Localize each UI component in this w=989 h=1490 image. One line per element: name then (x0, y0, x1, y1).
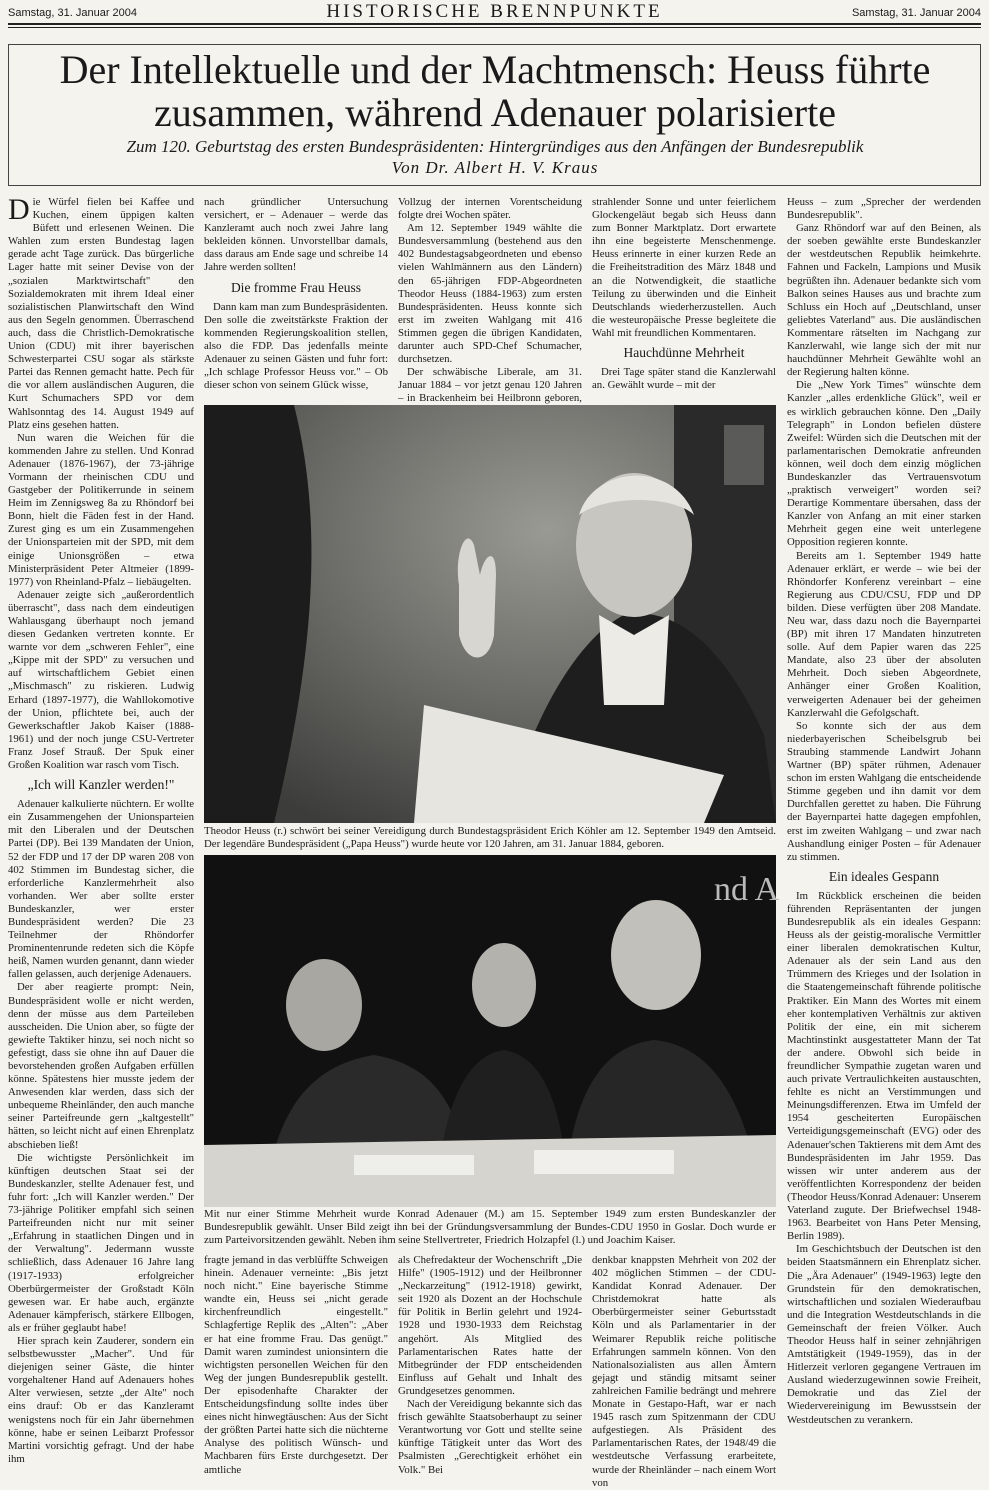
paragraph: Hier sprach kein Zauderer, sondern ein selbstbewusster „Macher". Und für diejenigen seiner Gäste, die hinter vorgehaltener Hand auf Adenauers hohes Alter verwiesen, setzte „der Alte" noch eins drauf: Ob er das Kanzleramt wenigstens noch für ein Jahr übernehmen könne, habe er seinen Leibarzt Professor Martini vorsichtig gefragt. Und der habe ihm (8, 1334, 194, 1465)
paragraph: Adenauer zeigte sich „außerordentlich überrascht", dass nach dem eindeutigen Wahlausgang überhaupt noch jemand diesen Gedanken vertreten konnte. Er warnte vor dem „schweren Fehler", eine „Kippe mit der SPD" zu versuchen und auf wirtschaftlichem Gebiet einen „Mischmasch" zu riskieren. Ludwig Erhard (1897-1977), die Wahllokomotive der Union, pflichtete bei, auch der Gewerkschaftler Jakob Kaiser (1888-1961) und der noch junge CSU-Vertreter Franz Josef Strauß. Der Spuk einer Großen Koalition war rasch vom Tisch. (8, 588, 194, 772)
paragraph: Bereits am 1. September 1949 hatte Adenauer erklärt, er werde – wie bei der Rhöndorfer Konferenz vereinbart – eine Regierung aus CDU/CSU, FDP und DP bilden. Diese verfügten über 208 Mandate. Neu war, dass dazu noch die Bayernpartei (BP) mit ihren 17 Mandaten hinzutreten solle. Auf dem Papier waren das 225 Mandate, also 23 über der absoluten Mehrheit. Doch sieben Abgeordnete, Anhänger einer Großen Koalition, verweigerten Adenauer bei der geheimen Kanzlerwahl die Gefolgschaft. (787, 549, 981, 719)
paragraph: So konnte sich der aus dem niederbayerischen Scheibelsgrub bei Straubing stammende Landwirt Johann Wartner (BP) später rühmen, Adenauer schon im ersten Wahlgang die entscheidende Stimme gegeben und ihn damit vor dem Durchfallen gerettet zu haben. Die Führung der Bayernpartei hatte dagegen empfohlen, erst im zweiten Wahlgang – und zwar nach Aushandlung einiger Posten – für Adenauer zu stimmen. (787, 719, 981, 863)
headline: Der Intellektuelle und der Machtmensch: Heuss führte zusammen, während Adenauer polarisierte (59, 47, 931, 135)
paragraph: Vollzug der internen Vorentscheidung folgte drei Wochen später. (398, 196, 582, 222)
subhead-frau-heuss: Die fromme Frau Heuss (230, 279, 362, 295)
photo-heuss-oath-image (204, 405, 776, 823)
photo-adenauer-goslar (204, 855, 780, 1207)
caption-photo-1: Theodor Heuss (r.) schwört bei seiner Vereidigung durch Bundestagspräsident Erich Köhler am 12. September 1949 den Amtseid. Der legendäre Bundespräsident („Papa Heuss") wurde heute vor 120 Jahren, am 31. Januar 1884, geboren. (204, 825, 776, 850)
banner-text: nd A (714, 871, 780, 908)
header-rule-thin (8, 27, 981, 28)
subhead-gespann: Ein ideales Gespann (828, 868, 940, 884)
dropcap: D (8, 193, 30, 226)
paragraph: fragte jemand in das verblüffte Schweigen hinein. Adenauer verneinte: „Bis jetzt noch nicht." Eine bayerische Stimme wandte ein, Heuss sei „nicht gerade kirchenfreundlich eingestellt." Schlagfertige Replik des „Alten": „Aber er hat eine fromme Frau. Das genügt." Damit waren zumindest unionsintern die wichtigsten personellen Weichen für den Weg der jungen Bundesrepublik gestellt. Der episodenhafte Charakter der Entscheidungsfindung sollte indes über eines nicht hinwegtäuschen: Aus der Sicht der größten Partei hatte sich die nüchterne Analyse des politisch Wünsch- und Machbaren fürs Erste durchgesetzt. Der amtliche (204, 1254, 388, 1476)
paragraph: Im Geschichtsbuch der Deutschen ist den beiden Staatsmännern ein Ehrenplatz sicher. Die „Ära Adenauer" (1949-1963) legte den Grundstein für den demokratischen, wirtschaftlichen und sozialen Wiederaufbau und die Integration Westdeutschlands in die Gemeinschaft der freien Völker. Auch Theodor Heuss half in seiner zehnjährigen Amtstätigkeit (1949-1959), das in der Hitlerzeit verloren gegangene Vertrauen im Ausland wiederzugewinnen sowie Freiheit, Demokratie und das Ziel der Wiedervereinigung im Bewusstsein der Westdeutschen zu verankern. (787, 1243, 981, 1426)
paragraph: Nun waren die Weichen für die kommenden Jahre zu stellen. Und Konrad Adenauer (1876-1967), der 73-jährige Vormann der rheinischen CDU und Gastgeber der Politikerrunde in seinem Heim im Zennigsweg 8a zu Rhöndorf bei Bonn, hielt die Fäden fest in der Hand. Zurest ging es um ein Zusammengehen der Unionsparteien mit der SPD, mit dem einige Unionsgrößen – etwa Ministerpräsident Peter Altmeier (1899-1977) von Rheinland-Pfalz – liebäugelten. (8, 431, 194, 588)
paragraph: Die wichtigste Persönlichkeit im künftigen deutschen Staat sei der Bundeskanzler, stellte Adenauer fest, und fuhr fort: „Ich will Kanzler werden." Der 73-jährige Politiker empfahl sich seinen Parteifreunden nicht nur mit seiner „Erfahrung in staatlichen Dingen und in der Verwaltung". Jedermann wusste schließlich, dass Adenauer 16 Jahre lang (1917-1933) erfolgreicher Oberbürgermeister der Großstadt Köln gewesen war. Er habe auch, ergänzte Adenauer kämpferisch, stärkere Ellbogen, als er früher geglaubt habe! (8, 1151, 194, 1334)
paragraph: Am 12. September 1949 wählte die Bundesversammlung (bestehend aus den 402 Bundestagsabgeordneten und ebenso vielen Wahlmännern aus den Ländern) den 65-jährigen FDP-Abgeordneten Theodor Heuss (1884-1963) zum ersten Bundespräsidenten. Heuss konnte sich erst im zweiten Wahlgang mit 416 Stimmen gegen die übrigen Kandidaten, darunter auch SPD-Chef Schumacher, durchsetzen. (398, 222, 582, 366)
byline: Von Dr. Albert H. V. Kraus (391, 158, 599, 177)
article-column-1 (8, 193, 194, 1474)
paragraph: Der schwäbische Liberale, am 31. Januar 1884 – vor jetzt genau 120 Jahren – in Brackenheim bei Heilbronn geboren, (398, 366, 582, 405)
header-rule (8, 23, 981, 25)
subheadline: Zum 120. Geburtstag des ersten Bundespräsidenten: Hintergründiges aus den Anfängen der Bundesrepublik (126, 137, 864, 156)
paragraph: Drei Tage später stand die Kanzlerwahl an. Gewählt wurde – mit der (592, 366, 776, 392)
paragraph: ie Würfel fielen bei Kaffee und Kuchen, einem üppigen kalten Büfett und erlesenen Weinen. Die Wahlen zum ersten Bundestag lagen gerade acht Tage zurück. Das bürgerliche Lager hatte mit seiner Devise von der „sozialen Marktwirtschaft" den Sozialdemokraten mit ihrem Ideal einer sozialistischen Planwirtschaft den Wind aus den Segeln genommen. Überraschend auch, dass die Christlich-Demokratische Union (CDU) mit ihrer bayerischen Schwesterpartei CSU sogar als stärkste Partei das Rennen gemacht hatte. Pech für die vor allem ausländischen Auguren, die Kurt Schumachers SPD vor dem Wahlsonntag des 14. August 1949 auf Platz eins gesehen hatten. (8, 196, 194, 431)
caption-photo-2: Mit nur einer Stimme Mehrheit wurde Konrad Adenauer (M.) am 15. September 1949 zum ersten Bundeskanzler der Bundesrepublik gewählt. Unser Bild zeigt ihn bei der Gründungsversammlung der Bundes-CDU 1950 in Goslar. Doch wurde er zum Parteivorsitzenden gewählt. Neben ihm seine Stellvertreter, Friedrich Holzapfel (l.) und Joachim Kaiser. (204, 1208, 776, 1246)
article-column-4-bottom (592, 1254, 776, 1489)
paragraph: Der aber reagierte prompt: Nein, Bundespräsident wolle er nicht werden, denn der müsse aus dem Parteileben ausscheiden. Die Union aber, so fügte der gewiefte Taktiker hinzu, sei noch nicht so gefestigt, dass sie ohne ihn auf Dauer die bevorstehenden großen Aufgaben erfüllen könne. Spätestens hier musste jedem der Anwesenden klar werden, dass sich der unbequeme Rheinländer, den auch manche seiner Parteifreunde gern „kaltgestellt" hätten, so leicht nicht auf einen Ehrenplatz abschieben ließ! (8, 981, 194, 1151)
section-title: HISTORISCHE BRENNPUNKTE (326, 1, 663, 22)
article-column-2-top (204, 196, 388, 402)
article-column-3-top (398, 196, 582, 405)
paragraph: Ganz Rhöndorf war auf den Beinen, als der soeben gewählte erste Bundeskanzler der westdeutschen Republik heimkehrte. Fahnen und Fackeln, Lampions und Musik begrüßten ihn. Adenauer bedankte sich vom Balkon seines Hauses aus und brachte zum Schluss ein Hoch auf „Deutschland, unser geliebtes Vaterland" aus. Die ausländischen Kommentare rätselten im Nachgang zur Kanzlerwahl, wie lange sich der mit nur hauchdünner Mehrheit Gewählte wohl an der Regierung halten könne. (787, 222, 981, 379)
paragraph: Im Rückblick erscheinen die beiden führenden Repräsentanten der jungen Bundesrepublik als ein ideales Gespann: Heuss als der geistig-moralische Vermittler einer liberalen demokratischen Kultur, Adenauer als der sein Land aus den Trümmern des Krieges und der Isolation in die Staatengemeinschaft führende politische Praktiker. Ein Mann des Wortes mit einem eher kontemplativen Verhältnis zur aktiven Politik der eine, ein mit sicherem Machtinstinkt ausgestatteter Mann der Tat der andere. Obwohl sich beide in freundlicher Sympathie zugetan waren und auch private Vertraulichkeiten austauschten, fehlte es nicht an Verstimmungen und Meinungsdifferenzen. Etwa im Umfeld der 1954 gescheiterten Europäischen Verteidigungsgemeinschaft (EVG) oder des Adenauer'schen Taktierens mit dem Amt des Bundespräsidenten im Jahr 1959. Das wissen wir unter anderem aus der veröffentlichten Korrespondenz der beiden (Theodor Heuss/Konrad Adenauer: Unserem Vaterland zugute. Der Briefwechsel 1948-1963. Bearbeitet von Hans Peter Mensing, Berlin 1989). (787, 889, 981, 1243)
article-column-2-bottom (204, 1254, 388, 1474)
paragraph: Dann kam man zum Bundespräsidenten. Den solle die zweitstärkste Fraktion der kommenden Regierungskoalition stellen, also die FDP. Das jedenfalls meinte Adenauer zu seinen Gästen und fuhr fort: „Ich schlage Professor Heuss vor." – Ob dieser schon von seinem Glück wisse, (204, 300, 388, 392)
paragraph: nach gründlicher Untersuchung versichert, er – Adenauer – werde das Kanzleramt auch noch zwei Jahre lang bekleiden können. Unvorstellbar damals, dass daraus am Ende sage und schreibe 14 Jahre werden sollten! (204, 196, 388, 274)
header-date-left: Samstag, 31. Januar 2004 (8, 7, 138, 19)
paragraph: Heuss – zum „Sprecher der werdenden Bundesrepublik". (787, 196, 981, 222)
subhead-kanzler: „Ich will Kanzler werden!" (27, 777, 175, 793)
paragraph: Adenauer kalkulierte nüchtern. Er wollte ein Zusammengehen der Unionsparteien mit den Liberalen und der Deutschen Partei (DP). Bei 139 Mandaten der Union, 52 der FDP und 17 der DP waren 208 von 402 Stimmen im Bundestag sicher, die erforderliche Kanzlermehrheit also vorhanden. Wer aber sollte erster Bundeskanzler, wer erster Bundespräsident werden? Die 23 Teilnehmer der Rhöndorfer Prominentenrunde redeten sich die Köpfe heiß, Namen wurden genannt, dann wieder fallen gelassen, auch derjenige Adenauers. (8, 798, 194, 981)
header-date-right: Samstag, 31. Januar 2004 (851, 7, 981, 19)
article-column-4-top (592, 196, 776, 402)
paragraph: denkbar knappsten Mehrheit von 202 der 402 möglichen Stimmen – der CDU-Kandidat Konrad Adenauer. Der Christdemokrat hatte als Oberbürgermeister seiner Geburtsstadt Köln und als Parlamentarier in der Weimarer Republik reiche politische Erfahrungen sammeln können. Von den Nationalsozialisten aus allen Ämtern gejagt und ständig mitsamt seiner zahlreichen Familie bedrängt und mehrere Monate in Gestapo-Haft, war er nach 1945 rasch zum Spitzenmann der CDU aufgestiegen. Als Präsident des Parlamentarischen Rates, der 1948/49 die westdeutsche Verfassung erarbeitete, wurde der Rheinländer – nach einem Wort von (592, 1254, 776, 1489)
subhead-mehrheit: Hauchdünne Mehrheit (623, 345, 745, 361)
article-column-3-bottom (398, 1254, 582, 1474)
paragraph: Nach der Vereidigung bekannte sich das frisch gewählte Staatsoberhaupt zu seiner Verantwortung vor Gott und stellte seine künftige Tätigkeit unter das Wort des Psalmisten „Gerechtigkeit erhöhet ein Volk." Bei (398, 1398, 582, 1476)
article-column-5 (787, 196, 981, 1474)
photo-adenauer-goslar-image (204, 855, 780, 1207)
paragraph: als Chefredakteur der Wochenschrift „Die Hilfe" (1905-1912) und der Heilbronner „Neckarzeitung" (1912-1918) gewirkt, seit 1920 als Dozent an der Hochschule für Politik in Berlin gelehrt und 1924-1928 und 1930-1933 dem Reichstag angehört. Als Mitglied des Parlamentarischen Rates hatte der Mitbegründer der FDP entscheidenden Einfluss auf Gehalt und Inhalt des Grundgesetzes genommen. (398, 1254, 582, 1397)
photo-heuss-oath (204, 405, 776, 823)
paragraph: Die „New York Times" wünschte dem Kanzler „alles erdenkliche Glück", weil er es wirklich gebrauchen könne. Den „Daily Telegraph" in London befielen düstere Zweifel: Würden sich die Deutschen mit der parlamentarischen Demokratie anfreunden können, weil doch dem einzig möglichen Bundeskanzler das Vertrauensvotum „praktisch verweigert" worden sei? Derartige Kommentare übersahen, dass der Kanzler von Anfang an mit einer starken Mehrheit gegen eine weit unterlegene Opposition regieren konnte. (787, 379, 981, 549)
paragraph: strahlender Sonne und unter feierlichem Glockengeläut begab sich Heuss dann zum Bonner Marktplatz. Dort erwartete ihn eine begeisterte Menschenmenge. Heuss erinnerte in einer kurzen Rede an die Freiheitstradition des März 1848 und an die Notwendigkeit, die staatliche Teilung zu überwinden und die Einheit Deutschlands wiederherzustellen. Auch die westeuropäische Presse begleitete die Wahl mit freundlichen Kommentaren. (592, 196, 776, 339)
